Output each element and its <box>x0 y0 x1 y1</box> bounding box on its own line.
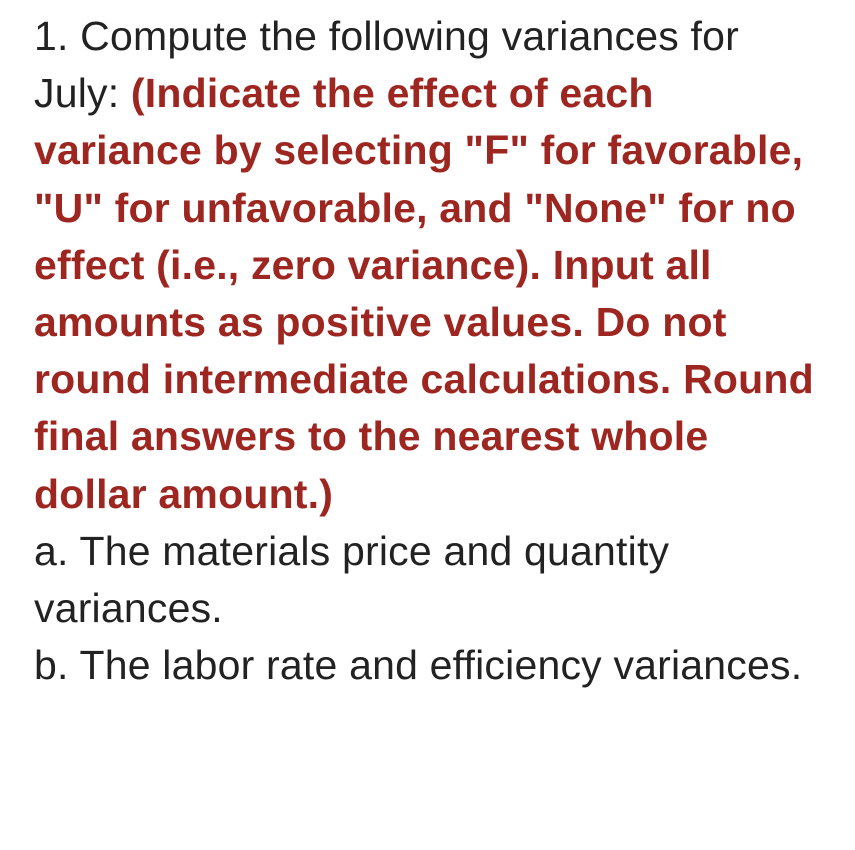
question-instruction: (Indicate the effect of each variance by selecting "F" for favorable, "U" for unfavorable, and "None" for no effect (i.e., zero variance). Input all amounts as positive values. Do not round intermediate calculations. Round final answers to the nearest whole dollar amount.) <box>34 70 814 517</box>
sub-item-b: b. The labor rate and efficiency variances. <box>34 642 803 689</box>
sub-item-a: a. The materials price and quantity variances. <box>34 527 670 632</box>
question-block <box>34 8 824 694</box>
question-intro: 1. Compute the following variances for July: <box>34 13 739 117</box>
